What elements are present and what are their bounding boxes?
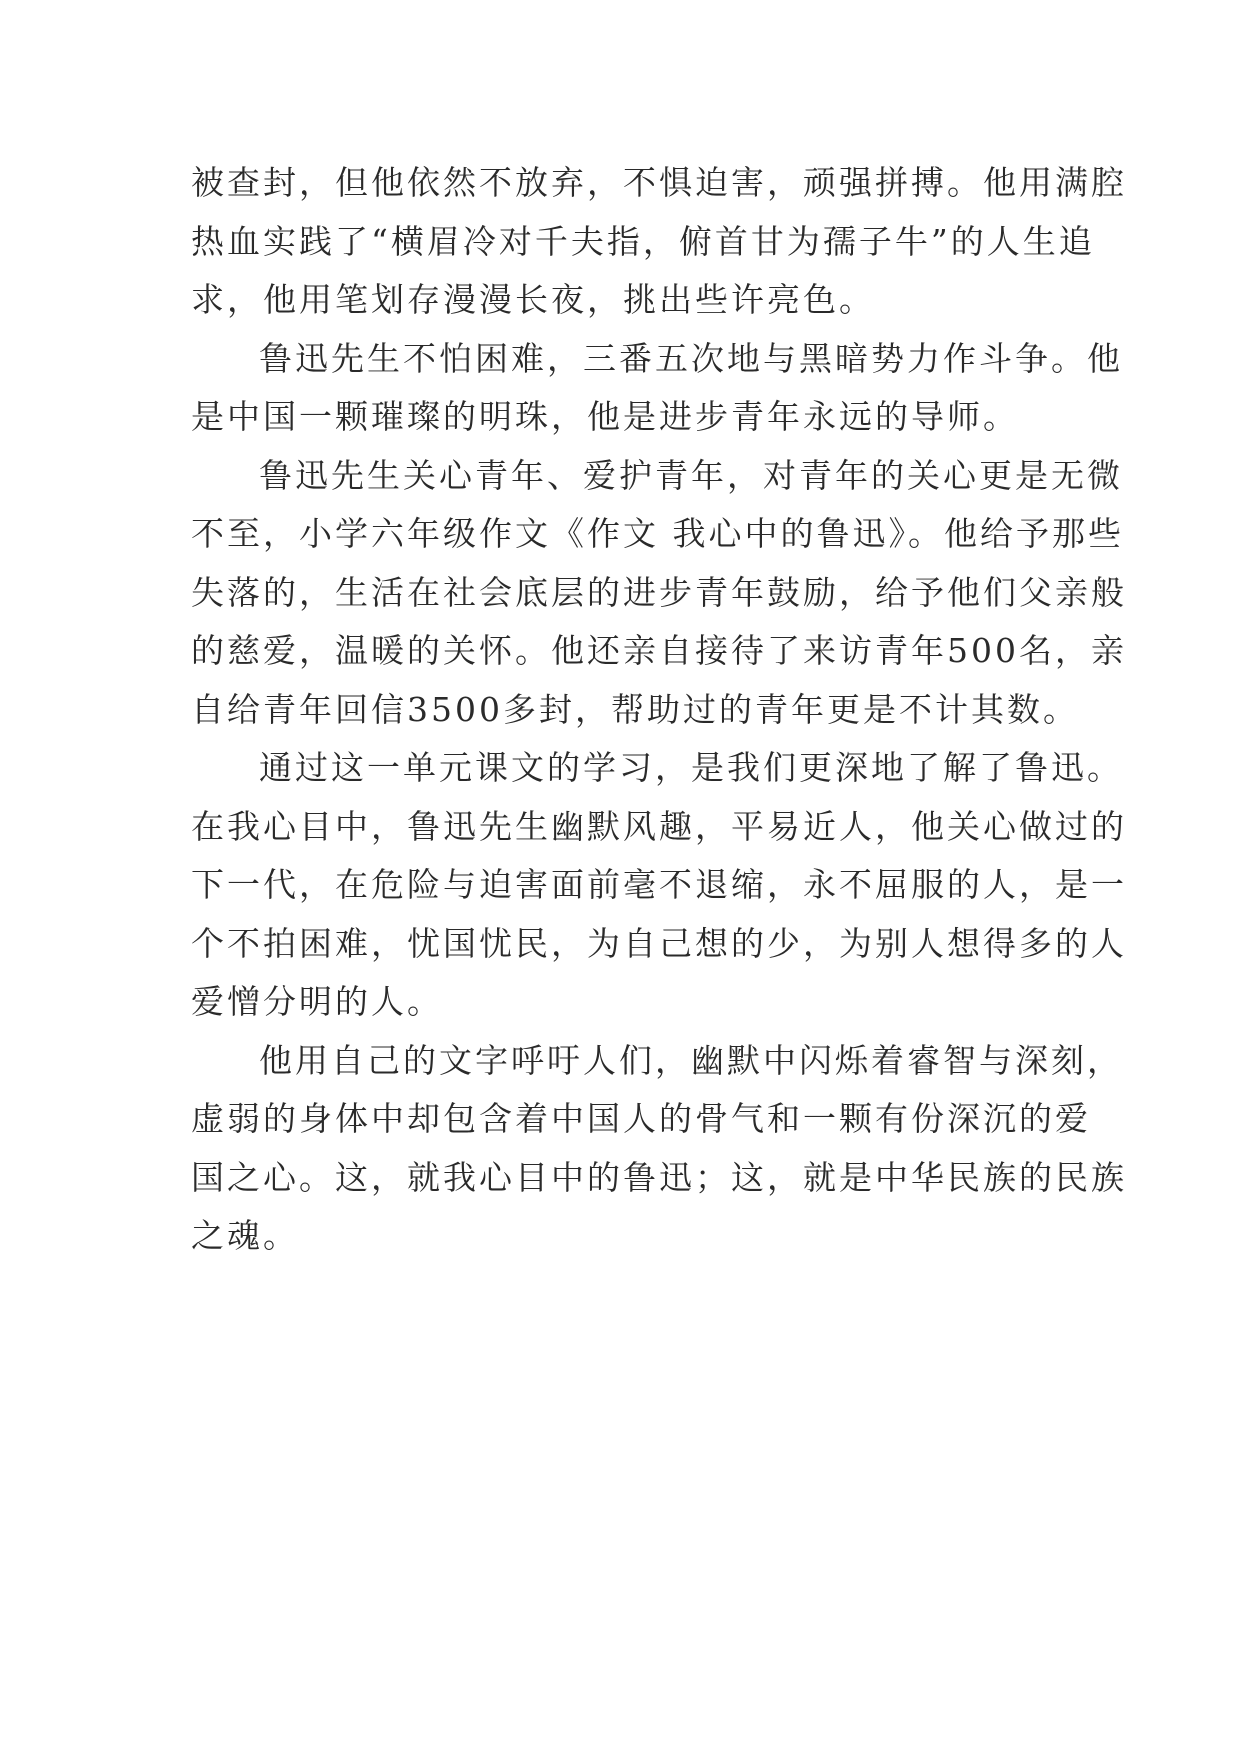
text-line: 之魂。 — [191, 1216, 299, 1255]
paragraph — [191, 447, 1127, 740]
text-line: 通过这一单元课文的学习，是我们更深地了解了鲁迅。 — [259, 748, 1123, 787]
text-line: 在我心目中，鲁迅先生幽默风趣，平易近人，他关心做过的 — [191, 806, 1127, 846]
text-line: 热血实践了“横眉冷对千夫指，俯首甘为孺子牛”的人生追 — [191, 221, 1095, 261]
text-line: 个不拍困难，忧国忧民，为自己想的少，为别人想得多的人 — [191, 923, 1127, 963]
text-line: 虚弱的身体中却包含着中国人的骨气和一颗有份深沉的爱 — [191, 1099, 1091, 1138]
text-line: 是中国一颗璀璨的明珠，他是进步青年永远的导师。 — [191, 397, 1019, 436]
text-line: 求，他用笔划存漫漫长夜，挑出些许亮色。 — [191, 280, 875, 319]
text-line: 的慈爱，温暖的关怀。他还亲自接待了来访青年500名，亲 — [191, 631, 1127, 670]
paragraph — [191, 1032, 1127, 1266]
text-line: 国之心。这，就我心目中的鲁迅；这，就是中华民族的民族 — [191, 1157, 1127, 1197]
text-line: 被查封，但他依然不放弃，不惧迫害，顽强拼搏。他用满腔 — [191, 163, 1127, 202]
paragraph — [191, 154, 1127, 330]
text-line: 他用自己的文字呼吁人们，幽默中闪烁着睿智与深刻， — [259, 1040, 1123, 1080]
text-line: 失落的，生活在社会底层的进步青年鼓励，给予他们父亲般 — [191, 572, 1127, 612]
paragraph — [191, 330, 1123, 447]
paragraph — [191, 739, 1127, 1032]
text-line: 爱憎分明的人。 — [191, 982, 443, 1021]
text-line: 鲁迅先生不怕困难，三番五次地与黑暗势力作斗争。他 — [259, 338, 1123, 378]
essay-body — [191, 154, 1127, 1266]
text-line: 自给青年回信3500多封，帮助过的青年更是不计其数。 — [191, 689, 1079, 729]
text-line: 鲁迅先生关心青年、爱护青年，对青年的关心更是无微 — [259, 455, 1123, 495]
text-line: 下一代，在危险与迫害面前毫不退缩，永不屈服的人，是一 — [191, 865, 1127, 904]
text-line: 不至，小学六年级作文《作文 我心中的鲁迅》。他给予那些 — [191, 514, 1124, 553]
